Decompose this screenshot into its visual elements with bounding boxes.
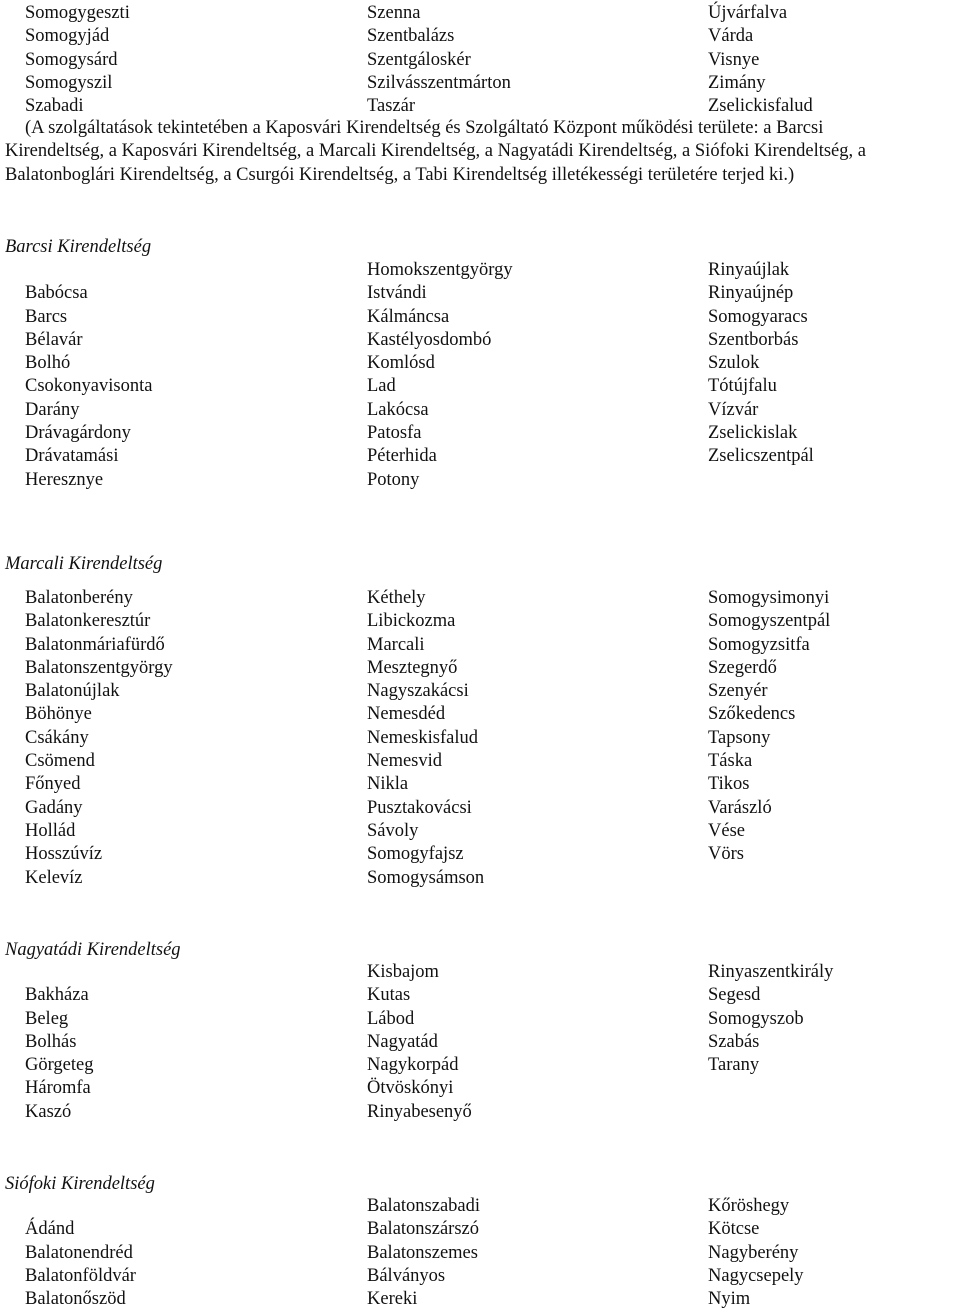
- list-item: Tótújfalu: [708, 376, 777, 397]
- list-item: Rinyabesenyő: [367, 1101, 472, 1122]
- list-item: Zselicszentpál: [708, 446, 814, 467]
- list-item: Péterhida: [367, 446, 437, 467]
- marcali-col1: [25, 587, 173, 890]
- list-item: Bolhó: [25, 353, 71, 374]
- list-item: Istvándi: [367, 283, 427, 304]
- marcali-col3: [708, 587, 830, 867]
- list-item: Balatonszabadi: [367, 1196, 481, 1216]
- top-list-col3: [708, 2, 813, 118]
- list-item: Főnyed: [25, 774, 81, 795]
- list-item: [25, 961, 94, 984]
- list-item: Kötcse: [708, 1219, 760, 1240]
- list-item: Lad: [367, 376, 396, 397]
- list-item: Lábod: [367, 1008, 415, 1029]
- list-item: Nagyszakácsi: [367, 681, 469, 702]
- list-item: Marcali: [367, 634, 425, 655]
- list-item: Rinyaújnép: [708, 283, 794, 304]
- list-item: Balatonmáriafürdő: [25, 634, 165, 655]
- top-list-col2: [367, 2, 511, 118]
- list-item: Szőkedencs: [708, 704, 796, 725]
- list-item: Segesd: [708, 985, 761, 1006]
- list-item: Böhönye: [25, 704, 92, 725]
- note-line: Kirendeltség, a Kaposvári Kirendeltség, a Marcali Kirendeltség, a Nagyatádi Kirendeltség, a Siófoki Kirendeltség, a: [5, 141, 866, 162]
- list-item: Nagykorpád: [367, 1055, 459, 1076]
- list-item: Patosfa: [367, 423, 422, 444]
- list-item: Darány: [25, 399, 80, 420]
- section-nagyatadi: [0, 961, 960, 1127]
- list-item: Hollád: [25, 820, 76, 841]
- list-item: Nagyatád: [367, 1031, 438, 1052]
- list-item: Nagyberény: [708, 1242, 799, 1263]
- list-item: Somogysámson: [367, 867, 485, 888]
- list-item: Nyim: [708, 1289, 751, 1310]
- list-item: Libickozma: [367, 611, 456, 632]
- list-item: Balatonszentgyörgy: [25, 657, 173, 678]
- list-item: Vése: [708, 820, 745, 841]
- list-item: Somogyszob: [708, 1008, 804, 1029]
- list-item: Kutas: [367, 985, 411, 1006]
- list-item: Balatonszemes: [367, 1242, 478, 1263]
- list-item: Zselickislak: [708, 423, 798, 444]
- note-line: (A szolgáltatások tekintetében a Kaposvári Kirendeltség és Szolgáltató Központ működési területe: a Barcsi: [25, 118, 824, 138]
- list-item: Kaszó: [25, 1101, 72, 1122]
- list-item: Szenna: [367, 3, 421, 23]
- list-item: Kelevíz: [25, 867, 83, 888]
- list-item: Komlósd: [367, 353, 435, 374]
- list-item: Zimány: [708, 72, 766, 93]
- list-item: Háromfa: [25, 1078, 91, 1099]
- list-item: Bélavár: [25, 329, 83, 350]
- list-item: Szegerdő: [708, 657, 777, 678]
- list-item: Somogygeszti: [25, 3, 130, 23]
- top-list: [0, 2, 960, 119]
- list-item: Rinyaújlak: [708, 260, 790, 280]
- list-item: Balatonőszöd: [25, 1289, 126, 1310]
- list-item: Nagycsepely: [708, 1265, 804, 1286]
- section-heading-siofoki: Siófoki Kirendeltség: [5, 1174, 155, 1194]
- list-item: Vízvár: [708, 399, 759, 420]
- list-item: Balatonföldvár: [25, 1265, 136, 1286]
- list-item: Kéthely: [367, 588, 426, 608]
- list-item: Balatonszárszó: [367, 1219, 479, 1240]
- list-item: Somogysárd: [25, 49, 118, 70]
- list-item: Nikla: [367, 774, 409, 795]
- siofoki-col1: [25, 1195, 136, 1311]
- list-item: Szentgáloskér: [367, 49, 471, 70]
- top-list-col1: [25, 2, 130, 118]
- list-item: Várda: [708, 26, 754, 47]
- list-item: Bálványos: [367, 1265, 446, 1286]
- list-item: Somogyzsitfa: [708, 634, 810, 655]
- list-item: Somogyfajsz: [367, 844, 464, 865]
- list-item: Görgeteg: [25, 1055, 94, 1076]
- list-item: [25, 1195, 136, 1218]
- list-item: Balatonújlak: [25, 681, 120, 702]
- list-item: Beleg: [25, 1008, 69, 1029]
- list-item: Szentbalázs: [367, 26, 455, 47]
- nagyatadi-col2: [367, 961, 472, 1124]
- list-item: Barcs: [25, 306, 68, 327]
- list-item: Hosszúvíz: [25, 844, 103, 865]
- list-item: Babócsa: [25, 283, 88, 304]
- list-item: Heresznye: [25, 469, 104, 490]
- list-item: Balatonendréd: [25, 1242, 133, 1263]
- list-item: Nemesvid: [367, 751, 443, 772]
- barcsi-col3: [708, 259, 814, 469]
- list-item: Tapsony: [708, 727, 771, 748]
- section-heading-marcali: Marcali Kirendeltség: [5, 554, 163, 574]
- barcsi-col2: [367, 259, 513, 492]
- list-item: Drávagárdony: [25, 423, 131, 444]
- list-item: Ötvöskónyi: [367, 1078, 454, 1099]
- list-item: Pusztakovácsi: [367, 797, 472, 818]
- siofoki-col3: [708, 1195, 804, 1311]
- list-item: Mesztegnyő: [367, 657, 458, 678]
- section-siofoki: [0, 1195, 960, 1312]
- list-item: Potony: [367, 469, 420, 490]
- list-item: Somogyaracs: [708, 306, 808, 327]
- list-item: Nemeskisfalud: [367, 727, 478, 748]
- list-item: Szenyér: [708, 681, 768, 702]
- list-item: Újvárfalva: [708, 3, 788, 23]
- list-item: Vörs: [708, 844, 744, 865]
- list-item: Varászló: [708, 797, 772, 818]
- list-item: Rinyaszentkirály: [708, 962, 834, 982]
- list-item: Csákány: [25, 727, 89, 748]
- list-item: Balatonberény: [25, 588, 133, 608]
- list-item: Balatonkeresztúr: [25, 611, 151, 632]
- list-item: Csokonyavisonta: [25, 376, 153, 397]
- list-item: Szilvásszentmárton: [367, 72, 511, 93]
- section-heading-barcsi: Barcsi Kirendeltség: [5, 237, 152, 257]
- list-item: Bolhás: [25, 1031, 77, 1052]
- list-item: Kisbajom: [367, 962, 439, 982]
- list-item: Somogyjád: [25, 26, 110, 47]
- list-item: Gadány: [25, 797, 83, 818]
- list-item: Szulok: [708, 353, 760, 374]
- list-item: Szabadi: [25, 96, 84, 117]
- list-item: [25, 259, 152, 282]
- service-area-note: [5, 117, 957, 187]
- list-item: Szabás: [708, 1031, 760, 1052]
- list-item: Somogyszentpál: [708, 611, 831, 632]
- list-item: Csömend: [25, 751, 95, 772]
- nagyatadi-col1: [25, 961, 94, 1124]
- section-heading-nagyatadi: Nagyatádi Kirendeltség: [5, 940, 181, 960]
- list-item: Sávoly: [367, 820, 419, 841]
- barcsi-col1: [25, 259, 152, 492]
- list-item: Ádánd: [25, 1219, 75, 1240]
- list-item: Kastélyosdombó: [367, 329, 492, 350]
- list-item: Kőröshegy: [708, 1196, 790, 1216]
- list-item: Kálmáncsa: [367, 306, 450, 327]
- list-item: Lakócsa: [367, 399, 429, 420]
- list-item: Taszár: [367, 96, 416, 117]
- list-item: Visnye: [708, 49, 760, 70]
- list-item: Tikos: [708, 774, 750, 795]
- list-item: Kereki: [367, 1289, 418, 1310]
- list-item: Tarany: [708, 1055, 760, 1076]
- list-item: Táska: [708, 751, 753, 772]
- list-item: Somogyszil: [25, 72, 113, 93]
- list-item: Homokszentgyörgy: [367, 260, 513, 280]
- nagyatadi-col3: [708, 961, 833, 1077]
- list-item: Bakháza: [25, 985, 89, 1006]
- list-item: Szentborbás: [708, 329, 799, 350]
- list-item: Nemesdéd: [367, 704, 446, 725]
- siofoki-col2: [367, 1195, 480, 1311]
- list-item: Zselickisfalud: [708, 96, 813, 117]
- section-barcsi: [0, 259, 960, 495]
- list-item: Somogysimonyi: [708, 588, 830, 608]
- list-item: Drávatamási: [25, 446, 119, 467]
- section-marcali: [0, 587, 960, 892]
- marcali-col2: [367, 587, 484, 890]
- note-line: Balatonboglári Kirendeltség, a Csurgói Kirendeltség, a Tabi Kirendeltség illetékességi területére terjed ki.): [5, 164, 795, 185]
